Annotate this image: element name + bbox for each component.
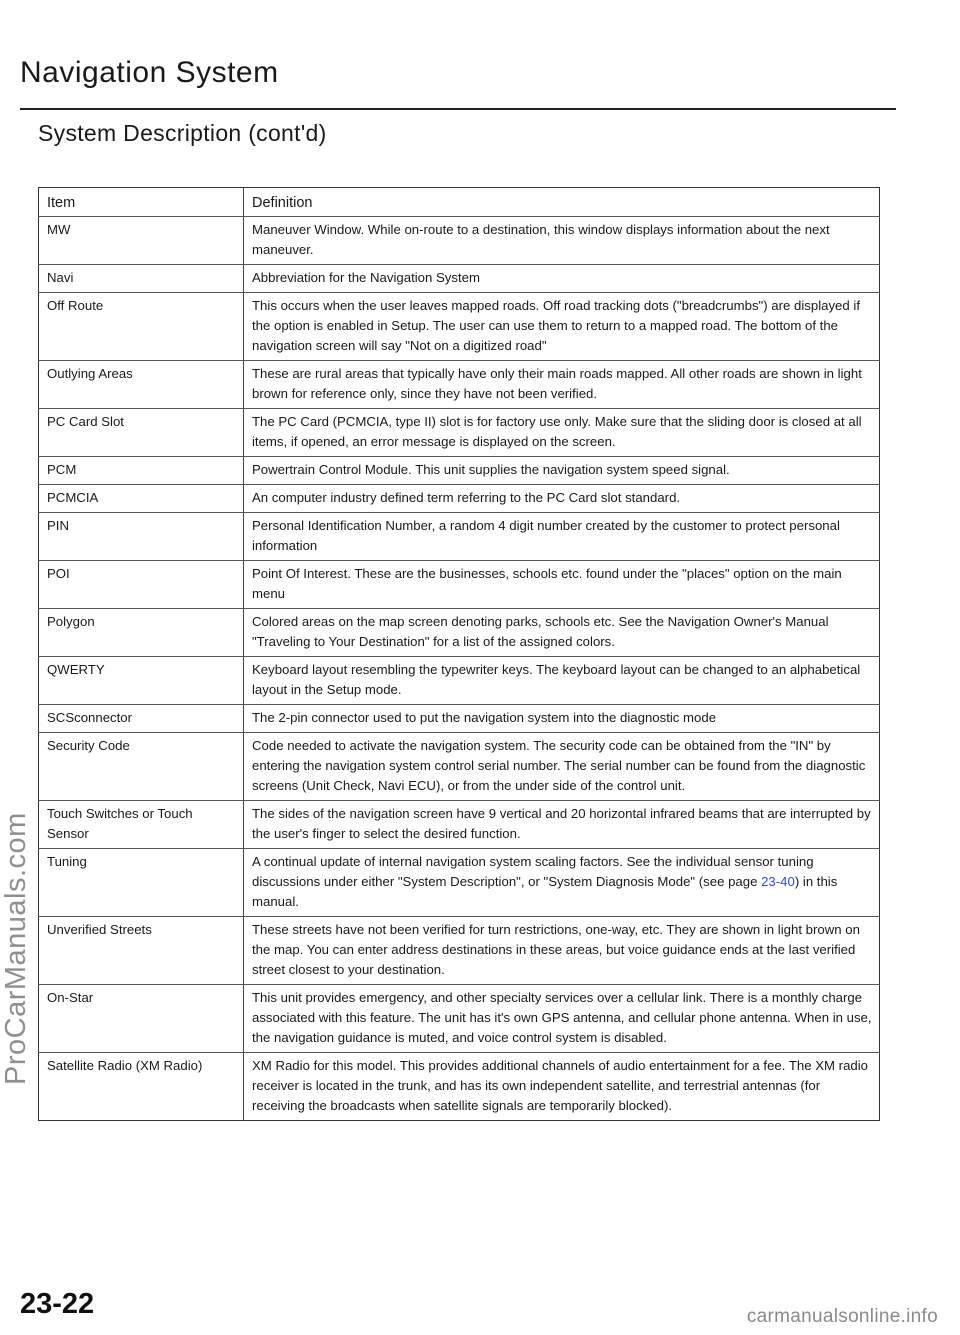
table-row bbox=[39, 217, 880, 265]
term-cell: Unverified Streets bbox=[39, 917, 244, 985]
term-cell: POI bbox=[39, 561, 244, 609]
definition-text: ) in this manual. bbox=[252, 874, 838, 909]
term-cell: Tuning bbox=[39, 849, 244, 917]
term-cell: Polygon bbox=[39, 609, 244, 657]
table-row bbox=[39, 985, 880, 1053]
definition-cell: An computer industry defined term referring to the PC Card slot standard. bbox=[244, 485, 880, 513]
term-cell: MW bbox=[39, 217, 244, 265]
table-row bbox=[39, 657, 880, 705]
term-cell: Outlying Areas bbox=[39, 361, 244, 409]
definition-cell: This unit provides emergency, and other specialty services over a cellular link. There is a monthly charge associated with this feature. The unit has it's own GPS antenna, and cellular phone antenna. When in use, the navigation guidance is muted, and voice control system is disabled. bbox=[244, 985, 880, 1053]
term-cell: Satellite Radio (XM Radio) bbox=[39, 1053, 244, 1121]
definition-cell: Abbreviation for the Navigation System bbox=[244, 265, 880, 293]
definition-cell: XM Radio for this model. This provides additional channels of audio entertainment for a fee. The XM radio receiver is located in the trunk, and has its own independent satellite, and terrestrial antennas (for receiving the broadcasts when satellite signals are temporarily blocked). bbox=[252, 1058, 868, 1113]
definition-cell: This occurs when the user leaves mapped roads. Off road tracking dots ("breadcrumbs") are displayed if the option is enabled in Setup. The user can use them to return to a mapped road. The bottom of the navigation screen will say "Not on a digitized road" bbox=[244, 293, 880, 361]
title-divider bbox=[20, 108, 896, 110]
table-row bbox=[39, 849, 880, 917]
definitions-table bbox=[38, 187, 880, 1121]
watermark: ProCarManuals.com bbox=[0, 812, 32, 1085]
term-cell: Security Code bbox=[39, 733, 244, 801]
term-cell: Touch Switches or Touch Sensor bbox=[39, 801, 244, 849]
definition-cell: Point Of Interest. These are the businesses, schools etc. found under the "places" option on the main menu bbox=[244, 561, 880, 609]
definition-cell: Powertrain Control Module. This unit supplies the navigation system speed signal. bbox=[244, 457, 880, 485]
term-cell: Off Route bbox=[39, 293, 244, 361]
page-title: Navigation System bbox=[20, 56, 279, 89]
term-cell: PCMCIA bbox=[39, 485, 244, 513]
term-cell: Navi bbox=[39, 265, 244, 293]
table-row bbox=[39, 801, 880, 849]
term-cell: QWERTY bbox=[39, 657, 244, 705]
definition-cell: Personal Identification Number, a random 4 digit number created by the customer to protect personal information bbox=[244, 513, 880, 561]
table-row bbox=[39, 917, 880, 985]
table-row bbox=[39, 609, 880, 657]
term-cell: PIN bbox=[39, 513, 244, 561]
page-reference-link[interactable]: 23-40 bbox=[761, 874, 795, 889]
table-row bbox=[39, 265, 880, 293]
table-row bbox=[39, 457, 880, 485]
item-column-header: Item bbox=[39, 188, 244, 217]
table-row bbox=[39, 485, 880, 513]
definition-text: A continual update of internal navigation system scaling factors. See the individual sensor tuning discussions under either "System Description", or "System Diagnosis Mode" (see page bbox=[252, 854, 814, 889]
table-row bbox=[39, 293, 880, 361]
table-row bbox=[39, 409, 880, 457]
term-cell: PC Card Slot bbox=[39, 409, 244, 457]
definition-cell: The sides of the navigation screen have 9 vertical and 20 horizontal infrared beams that are interrupted by the user's finger to select the desired function. bbox=[244, 801, 880, 849]
term-cell: PCM bbox=[39, 457, 244, 485]
section-title: System Description (cont'd) bbox=[38, 120, 327, 146]
definition-cell: Maneuver Window. While on-route to a destination, this window displays information about the next maneuver. bbox=[244, 217, 880, 265]
table-row bbox=[39, 705, 880, 733]
table-row bbox=[39, 361, 880, 409]
page-number: 23-22 bbox=[20, 1288, 95, 1320]
table-row bbox=[39, 513, 880, 561]
definition-cell: The 2-pin connector used to put the navigation system into the diagnostic mode bbox=[244, 705, 880, 733]
definition-cell: Keyboard layout resembling the typewriter keys. The keyboard layout can be changed to an alphabetical layout in the Setup mode. bbox=[244, 657, 880, 705]
definition-cell: These streets have not been verified for turn restrictions, one-way, etc. They are shown in light brown on the map. You can enter address destinations in these areas, but voice guidance ends at the last verified street closest to your destination. bbox=[244, 917, 880, 985]
definition-cell: The PC Card (PCMCIA, type II) slot is for factory use only. Make sure that the sliding door is closed at all items, if opened, an error message is displayed on the screen. bbox=[244, 409, 880, 457]
definition-column-header: Definition bbox=[244, 188, 880, 217]
table-row bbox=[39, 1053, 880, 1121]
definition-cell: These are rural areas that typically have only their main roads mapped. All other roads are shown in light brown for reference only, since they have not been verified. bbox=[244, 361, 880, 409]
term-cell: SCSconnector bbox=[39, 705, 244, 733]
footer-site: carmanualsonline.info bbox=[746, 1306, 938, 1327]
definition-cell bbox=[244, 849, 880, 917]
definition-cell: Code needed to activate the navigation system. The security code can be obtained from the "IN" by entering the navigation system control serial number. The serial number can be found from the diagnostic screens (Unit Check, Navi ECU), or from the under side of the control unit. bbox=[244, 733, 880, 801]
table-row bbox=[39, 561, 880, 609]
definition-cell: Colored areas on the map screen denoting parks, schools etc. See the Navigation Owner's Manual "Traveling to Your Destination" for a list of the assigned colors. bbox=[244, 609, 880, 657]
table-row bbox=[39, 733, 880, 801]
table-header-row bbox=[39, 188, 880, 217]
term-cell: On-Star bbox=[39, 985, 244, 1053]
